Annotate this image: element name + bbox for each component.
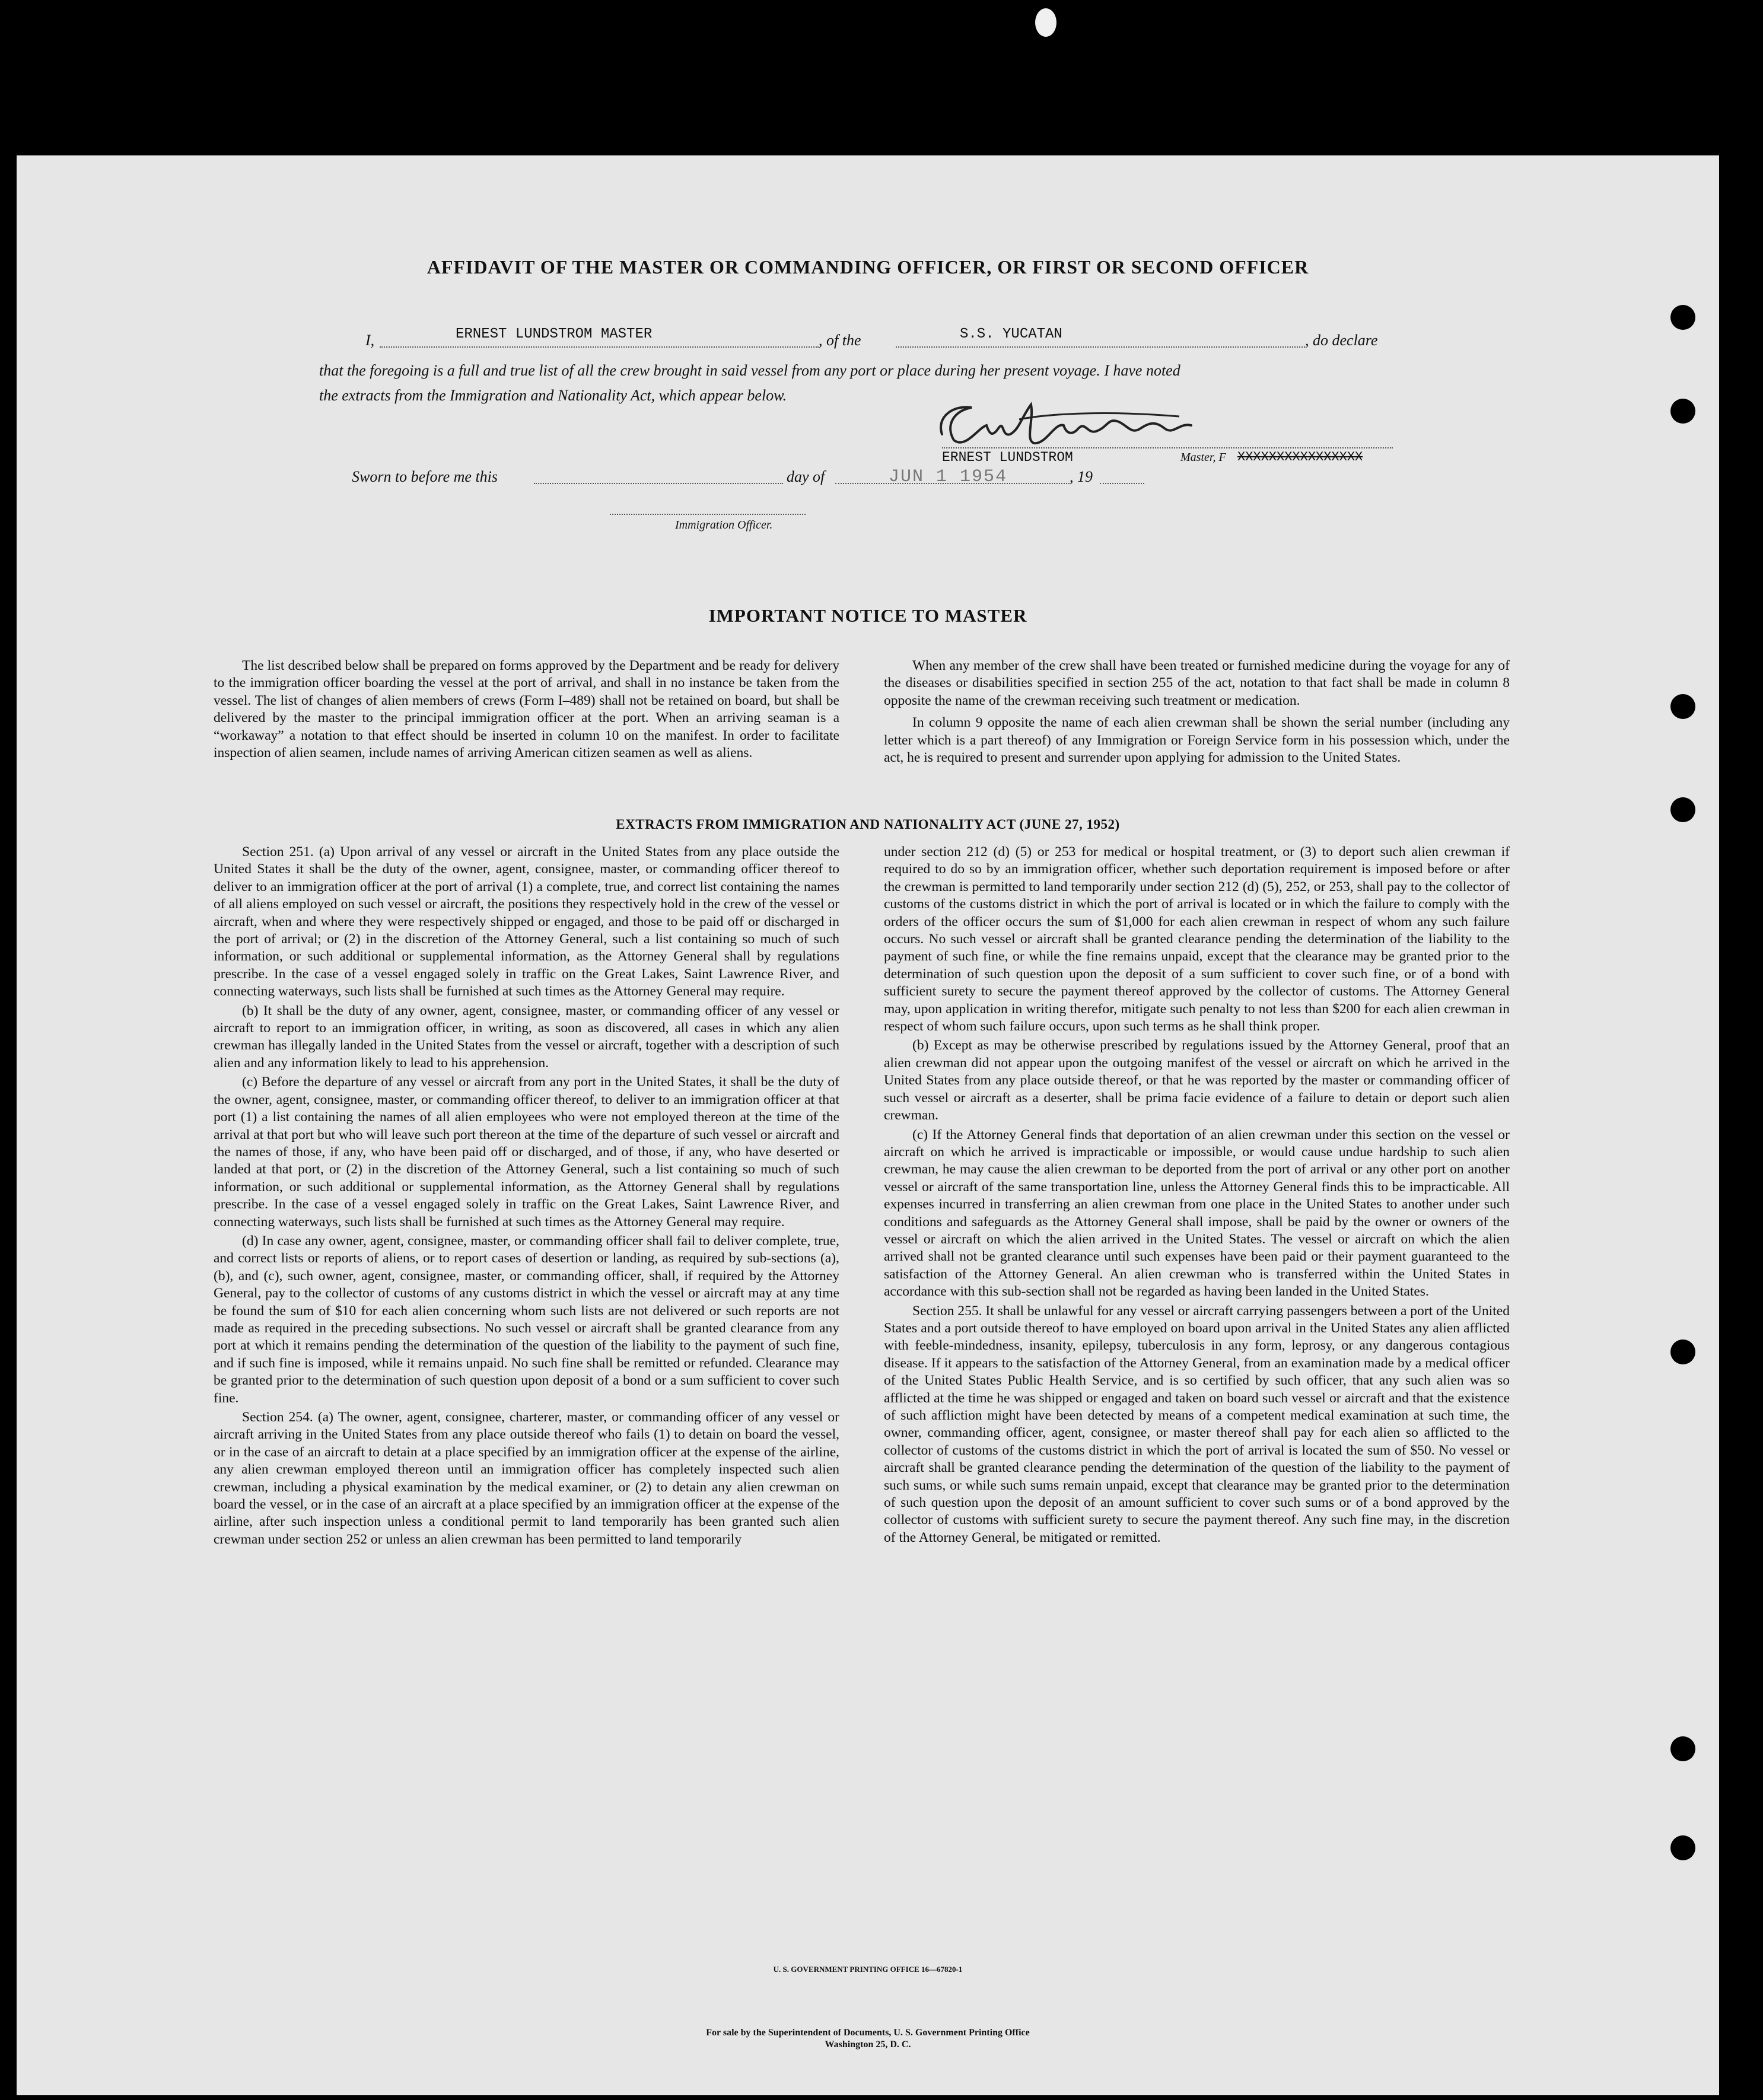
document-page <box>17 155 1719 2095</box>
name-field-line <box>380 346 819 348</box>
gpo-imprint: U. S. GOVERNMENT PRINTING OFFICE 16—67820-1 <box>773 1965 963 1974</box>
struck-title: XXXXXXXXXXXXXXXX <box>1237 450 1363 464</box>
sale-line-1: For sale by the Superintendent of Documents, U. S. Government Printing Office <box>706 2028 1030 2038</box>
extract-paragraph: Section 254. (a) The owner, agent, consignee, charterer, master, or commanding officer of any vessel or aircraft arriving in the United States from any place outside thereof who fails (1) to detain on board the vessel, or in the case of an aircraft to detain at a place specified by an immigration officer at the expense of the airline, any alien crewman employed thereon until an immigration officer has completely inspected such alien crewman, including a physical examination by the medical examiner, or (2) to detain any alien crewman on board the vessel, or in the case of an aircraft at a place specified by an immigration officer at the expense of the airline, after such inspection unless a conditional permit to land temporarily has been granted such alien crewman under section 252 or unless an alien crewman has been permitted to land temporarily <box>214 1409 839 1547</box>
punch-hole <box>1670 694 1695 719</box>
extract-paragraph: (b) Except as may be otherwise prescribed by regulations issued by the Attorney General, proof that an alien crewman did not appear upon the outgoing manifest of the vessel or aircraft on which he arrived in the United States from any place outside thereof, or that he was reported by the master or commanding officer of such vessel or aircraft as a deserter, shall be prima facie evidence of a failure to detain or deport such alien crewman. <box>884 1038 1510 1124</box>
notice-paragraph: The list described below shall be prepared on forms approved by the Department and be ready for delivery to the immigration officer boarding the vessel at the port of arrival, and shall in no instance be taken from the vessel. The list of changes of alien members of crews (Form I–489) shall not be retained on board, but shall be delivered by the master to the principal immigration officer at the port. When an arriving seaman is a “workaway” a notation to that effect should be inserted in column 10 on the manifest. In order to facilitate inspection of alien seamen, include names of arriving American citizen seamen as well as aliens. <box>214 658 839 761</box>
date-stamp: JUN 1 1954 <box>889 467 1008 487</box>
of-the-label: , of the <box>819 332 861 349</box>
notice-left-column <box>214 657 839 762</box>
year-prefix: , 19 <box>1070 468 1093 485</box>
extracts-left-column <box>214 844 839 1548</box>
extracts-title: EXTRACTS FROM IMMIGRATION AND NATIONALITY ACT (JUNE 27, 1952) <box>616 817 1120 832</box>
extract-paragraph: (c) Before the departure of any vessel or aircraft from any port in the United States, it shall be the duty of the owner, agent, consignee, master, or commanding officer thereof, to deliver to an immigration officer at that port (1) a list containing the names of all alien employees who were not employed thereon at the time of the arrival at that port but who will leave such port thereon at the time of the departure of such vessel or aircraft and the names of those, if any, who have been paid off or discharged, and of those, if any, who have deserted or landed at that port, or (2) in the discretion of the Attorney General, such a list containing so much of such information, or such additional or supplemental information, as the Attorney General shall by regulations prescribe. In the case of a vessel engaged solely in traffic on the Great Lakes, Saint Lawrence River, and connecting waterways, such lists shall be furnished at such times as the Attorney General may require. <box>214 1074 839 1230</box>
affidavit-title: AFFIDAVIT OF THE MASTER OR COMMANDING OFFICER, OR FIRST OR SECOND OFFICER <box>427 256 1309 278</box>
notice-paragraph: In column 9 opposite the name of each alien crewman shall be shown the serial number (including any letter which is a part thereof) of any Immigration or Foreign Service form in his possession which, under the act, he is required to present and surrender upon applying for admission to the United States. <box>884 715 1510 766</box>
notice-right-column <box>884 657 1510 766</box>
sale-notice <box>17 2027 1719 2051</box>
typed-master-name: ERNEST LUNDSTROM <box>942 450 1073 465</box>
day-of-label: day of <box>787 468 825 485</box>
extract-paragraph: (b) It shall be the duty of any owner, agent, consignee, master, or commanding officer of any vessel or aircraft to report to an immigration officer, in writing, as soon as discovered, all cases in which any alien crewman has illegally landed in the United States from the vessel or aircraft, together with a description of such alien and any information likely to lead to his apprehension. <box>214 1003 839 1071</box>
paper-scrap <box>1035 8 1056 37</box>
extracts-right-column <box>884 844 1510 1547</box>
notice-paragraph: When any member of the crew shall have been treated or furnished medicine during the voyage for any of the diseases or disabilities specified in section 255 of the act, notation to that fact shall be made in column 8 opposite the name of the crewman receiving such treatment or medication. <box>884 658 1510 708</box>
sale-line-2: Washington 25, D. C. <box>825 2039 911 2050</box>
declare-i: I, <box>365 332 375 349</box>
extract-paragraph: Section 255. It shall be unlawful for any vessel or aircraft carrying passengers between a port of the United States and a port outside thereof to have employed on board upon arrival in the United States any alien afflicted with feeble-mindedness, insanity, epilepsy, tuberculosis in any form, leprosy, or any dangerous contagious disease. If it appears to the satisfaction of the Attorney General, from an examination made by a medical officer of the United States Public Health Service, and is so certified by such officer, that any such alien was so afflicted at the time he was shipped or engaged and taken on board such vessel or aircraft and that the existence of such affliction might have been detected by means of a competent medical examination at such time, the owner, commanding officer, agent, consignee, or master thereof shall pay for each alien so afflicted to the collector of customs of the customs district in which the port of arrival is located the sum of $50. No vessel or aircraft shall be granted clearance pending the determination of the question of the liability to the payment of such sums, or while such sums remain unpaid, except that clearance may be granted prior to the determination of such question upon the deposit of an amount sufficient to cover such sums or of a bond approved by the collector of customs with sufficient surety to secure the payment thereof. Any such fine may, in the discretion of the Attorney General, be mitigated or remitted. <box>884 1303 1510 1545</box>
punch-hole <box>1670 1736 1695 1761</box>
declarant-name: ERNEST LUNDSTROM MASTER <box>456 326 653 342</box>
officer-signature-line <box>610 514 806 515</box>
punch-hole <box>1670 305 1695 330</box>
immigration-officer-label: Immigration Officer. <box>675 518 773 532</box>
declaration-line-2: that the foregoing is a full and true list of all the crew brought in said vessel from any port or place during her present voyage. I have noted <box>319 362 1180 379</box>
declaration-line-3: the extracts from the Immigration and Nationality Act, which appear below. <box>319 387 787 404</box>
signature-line <box>942 447 1393 448</box>
punch-hole <box>1670 399 1695 424</box>
master-label: Master, F <box>1180 451 1226 464</box>
sworn-label: Sworn to before me this <box>352 468 498 485</box>
notice-title: IMPORTANT NOTICE TO MASTER <box>708 605 1027 626</box>
extract-paragraph: Section 251. (a) Upon arrival of any vessel or aircraft in the United States from any place outside the United States it shall be the duty of the owner, agent, consignee, master, or commanding officer thereof to deliver to an immigration officer at the port of arrival (1) a complete, true, and correct list containing the names of all aliens employed on such vessel or aircraft, the positions they respectively hold in the crew of the vessel or aircraft, when and where they were respectively shipped or engaged, and those to be paid off or discharged in the port of arrival; or (2) in the discretion of the Attorney General, such a list containing so much of such information, or such additional or supplemental information, as the Attorney General shall by regulations prescribe. In the case of a vessel engaged solely in traffic on the Great Lakes, Saint Lawrence River, and connecting waterways, such lists shall be furnished at such times as the Attorney General may require. <box>214 844 839 1000</box>
extract-paragraph: (d) In case any owner, agent, consignee, master, or commanding officer shall fail to deliver complete, true, and correct lists or reports of aliens, or to report cases of desertion or landing, as required by sub-sections (a), (b), and (c), such owner, agent, consignee, master, or commanding officer, shall, if required by the Attorney General, pay to the collector of customs of any customs district in which the vessel or aircraft may at any time be found the sum of $10 for each alien concerning whom such lists are not delivered or such reports are not made as required in the preceding subsections. No such vessel or aircraft shall be granted clearance from any port at which it remains pending the determination of the question of the liability to the payment of such fine, and if such fine is imposed, while it remains unpaid. No such fine shall be remitted or refunded. Clearance may be granted prior to the determination of such question upon deposit of a bond or a sum sufficient to cover such fine. <box>214 1233 839 1406</box>
year-field-line <box>1100 483 1144 484</box>
vessel-name: S.S. YUCATAN <box>960 326 1062 342</box>
sworn-day-line <box>534 483 783 484</box>
punch-hole <box>1670 1339 1695 1364</box>
punch-hole <box>1670 1835 1695 1860</box>
vessel-field-line <box>896 346 1305 348</box>
do-declare-label: , do declare <box>1305 332 1378 349</box>
extract-paragraph: under section 212 (d) (5) or 253 for medical or hospital treatment, or (3) to deport such alien crewman if required to do so by an immigration officer, whether such deportation requirement is imposed before or after the crewman is permitted to land temporarily under section 212 (d) (5), 252, or 253, shall pay to the collector of customs of the customs district in which the port of arrival is located or in which the failure to comply with the orders of the officer occurs the sum of $1,000 for each alien crewman in respect of whom any such failure occurs. No such vessel or aircraft shall be granted clearance pending the determination of the liability to the payment of such fine, or while the fine remains unpaid, except that the clearance may be granted prior to the determination of such question upon the deposit of a sum sufficient to cover such fine, or of a bond with sufficient surety to secure the payment thereof approved by the collector of customs. The Attorney General may, upon application in writing therefor, mitigate such penalty to not less than $200 for each alien crewman in respect of whom such failure occurs, upon such terms as he shall think proper. <box>884 844 1510 1035</box>
extract-paragraph: (c) If the Attorney General finds that deportation of an alien crewman under this section on the vessel or aircraft on which he arrived is impracticable or impossible, or would cause undue hardship to such alien crewman, he may cause the alien crewman to be deported from the port of arrival or any other port on another vessel or aircraft of the same transportation line, unless the Attorney General finds this to be impracticable. All expenses incurred in transferring an alien crewman from one place in the United States to another under such conditions and safeguards as the Attorney General shall impose, shall be paid by the owner or owners of the vessel or aircraft on which the alien arrived in the United States. The vessel or aircraft on which the alien arrived shall not be granted clearance until such expenses have been paid or their payment guaranteed to the satisfaction of the Attorney General. An alien crewman who is transferred within the United States in accordance with this sub-section shall not be regarded as having been landed in the United States. <box>884 1127 1510 1300</box>
